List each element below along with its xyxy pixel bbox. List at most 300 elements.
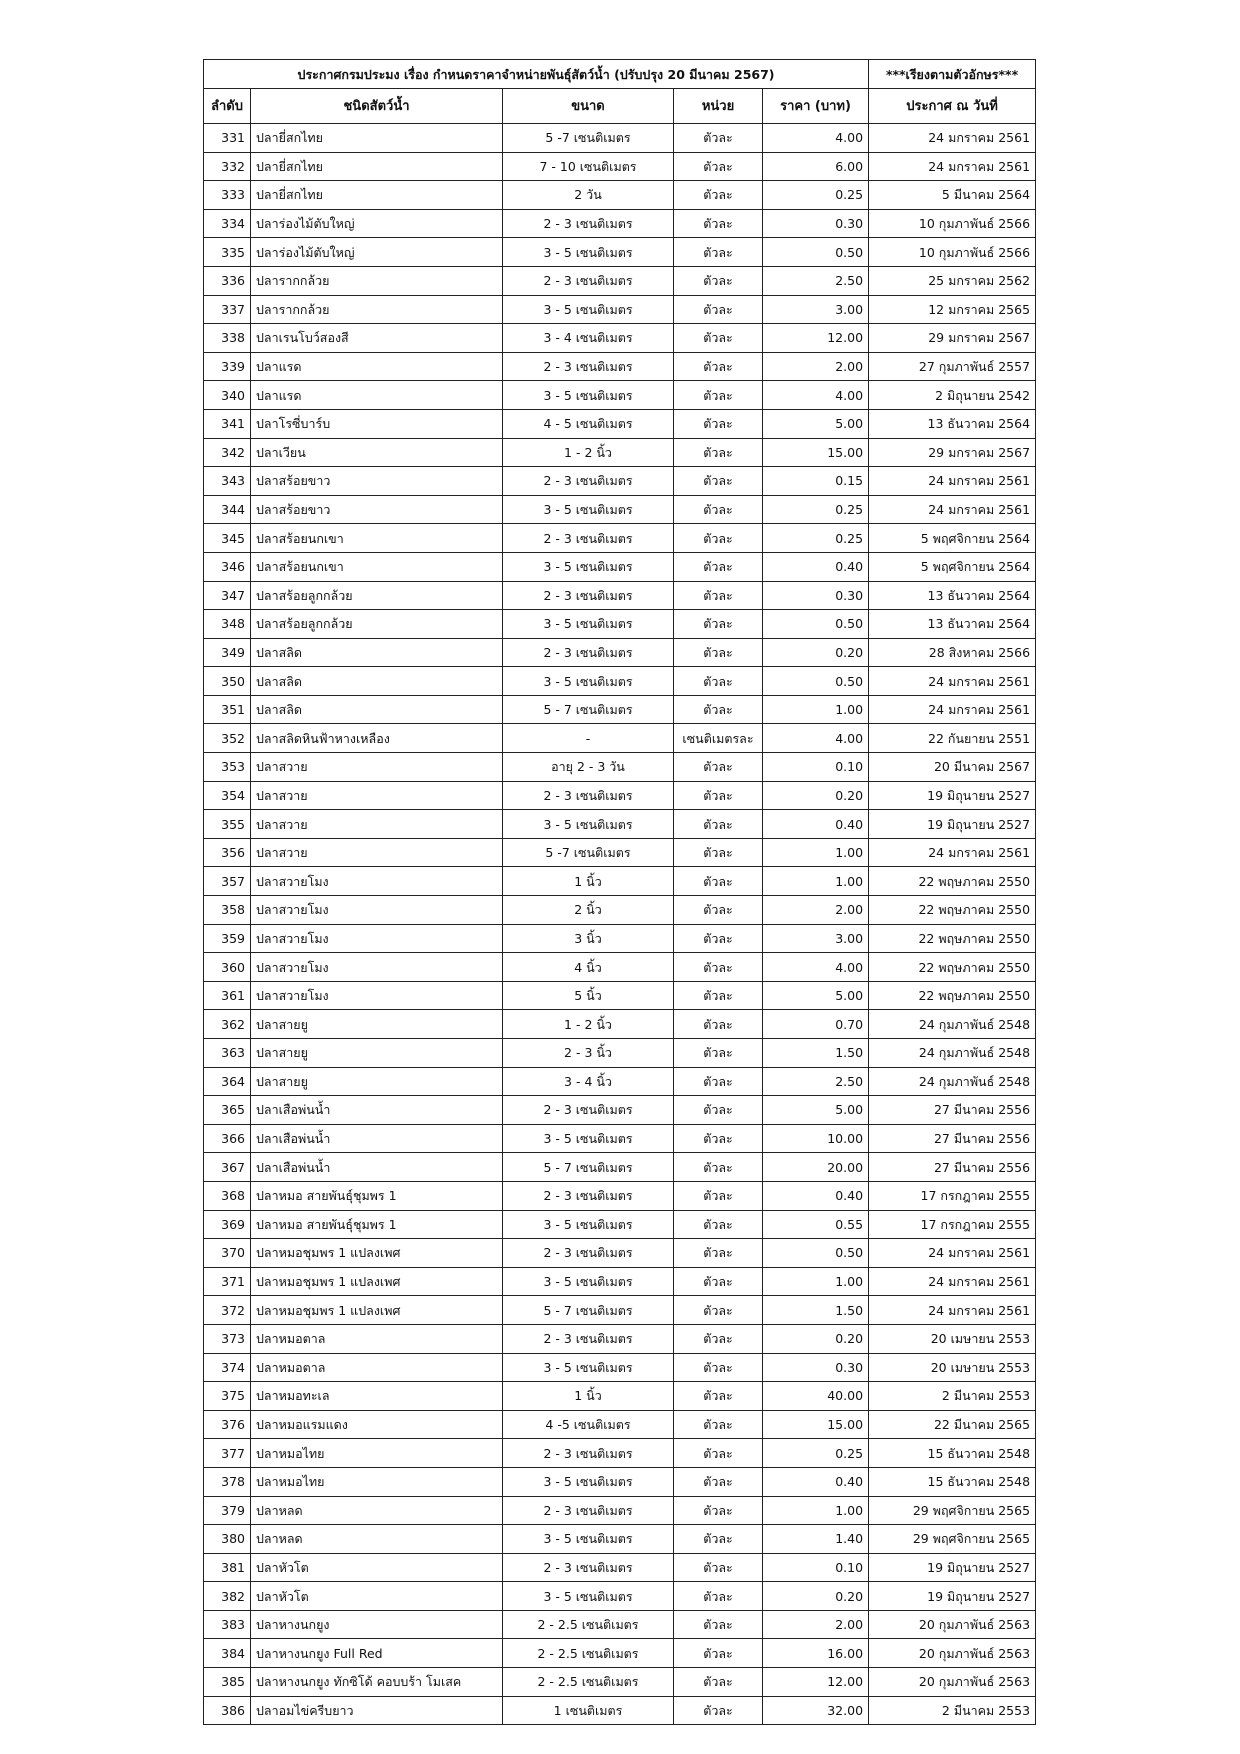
- size: 3 - 5 เซนติเมตร: [503, 1582, 674, 1611]
- table-row: [204, 1410, 1036, 1439]
- species-name: ปลาแรด: [251, 381, 503, 410]
- price: 2.50: [763, 266, 869, 295]
- row-number: 351: [204, 695, 251, 724]
- price: 12.00: [763, 324, 869, 353]
- species-name: ปลาสวาย: [251, 810, 503, 839]
- size: 3 - 5 เซนติเมตร: [503, 1267, 674, 1296]
- header-unit: หน่วย: [674, 89, 763, 124]
- table-row: [204, 1181, 1036, 1210]
- species-name: ปลาสวายโมง: [251, 896, 503, 925]
- species-name: ปลาหมอไทย: [251, 1439, 503, 1468]
- price: 0.40: [763, 1467, 869, 1496]
- unit: ตัวละ: [674, 695, 763, 724]
- size: 2 - 3 เซนติเมตร: [503, 467, 674, 496]
- row-number: 374: [204, 1353, 251, 1382]
- announce-date: 17 กรกฎาคม 2555: [869, 1210, 1036, 1239]
- size: 3 - 5 เซนติเมตร: [503, 1210, 674, 1239]
- row-number: 383: [204, 1610, 251, 1639]
- table-row: [204, 524, 1036, 553]
- size: 5 - 7 เซนติเมตร: [503, 1296, 674, 1325]
- announce-date: 27 มีนาคม 2556: [869, 1153, 1036, 1182]
- species-name: ปลาสร้อยนกเขา: [251, 524, 503, 553]
- header-price: ราคา (บาท): [763, 89, 869, 124]
- size: 2 - 3 เซนติเมตร: [503, 1439, 674, 1468]
- species-name: ปลาสลิดหินฟ้าหางเหลือง: [251, 724, 503, 753]
- row-number: 348: [204, 610, 251, 639]
- unit: ตัวละ: [674, 409, 763, 438]
- header-size: ขนาด: [503, 89, 674, 124]
- species-name: ปลาสร้อยลูกกล้วย: [251, 610, 503, 639]
- size: 3 - 5 เซนติเมตร: [503, 667, 674, 696]
- announce-date: 25 มกราคม 2562: [869, 266, 1036, 295]
- row-number: 345: [204, 524, 251, 553]
- species-name: ปลาโรซี่บาร์บ: [251, 409, 503, 438]
- species-name: ปลาเวียน: [251, 438, 503, 467]
- row-number: 356: [204, 838, 251, 867]
- table-row: [204, 638, 1036, 667]
- price: 16.00: [763, 1639, 869, 1668]
- species-name: ปลาหมอทะเล: [251, 1382, 503, 1411]
- unit: ตัวละ: [674, 1039, 763, 1068]
- table-row: [204, 1439, 1036, 1468]
- species-name: ปลายี่สกไทย: [251, 124, 503, 153]
- size: 2 - 3 เซนติเมตร: [503, 352, 674, 381]
- announce-date: 27 กุมภาพันธ์ 2557: [869, 352, 1036, 381]
- price: 0.25: [763, 524, 869, 553]
- size: 3 - 5 เซนติเมตร: [503, 495, 674, 524]
- species-name: ปลาร่องไม้ตับใหญ่: [251, 209, 503, 238]
- announce-date: 20 กุมภาพันธ์ 2563: [869, 1668, 1036, 1697]
- species-name: ปลาสวายโมง: [251, 981, 503, 1010]
- price: 4.00: [763, 724, 869, 753]
- table-row: [204, 324, 1036, 353]
- announce-date: 24 มกราคม 2561: [869, 1267, 1036, 1296]
- size: 3 - 5 เซนติเมตร: [503, 295, 674, 324]
- announce-date: 20 กุมภาพันธ์ 2563: [869, 1610, 1036, 1639]
- price: 0.50: [763, 238, 869, 267]
- size: 2 - 3 เซนติเมตร: [503, 209, 674, 238]
- species-name: ปลาสลิด: [251, 638, 503, 667]
- table-row: [204, 724, 1036, 753]
- species-name: ปลาสร้อยขาว: [251, 467, 503, 496]
- announce-date: 19 มิถุนายน 2527: [869, 1582, 1036, 1611]
- species-name: ปลาหางนกยูง: [251, 1610, 503, 1639]
- table-row: [204, 867, 1036, 896]
- unit: ตัวละ: [674, 1010, 763, 1039]
- species-name: ปลาสวายโมง: [251, 867, 503, 896]
- table-row: [204, 1525, 1036, 1554]
- price: 32.00: [763, 1696, 869, 1725]
- price: 15.00: [763, 1410, 869, 1439]
- unit: ตัวละ: [674, 1067, 763, 1096]
- size: 3 - 5 เซนติเมตร: [503, 1124, 674, 1153]
- price: 20.00: [763, 1153, 869, 1182]
- announce-date: 29 พฤศจิกายน 2565: [869, 1525, 1036, 1554]
- species-name: ปลาหมอตาล: [251, 1353, 503, 1382]
- size: 2 - 3 เซนติเมตร: [503, 1181, 674, 1210]
- unit: ตัวละ: [674, 209, 763, 238]
- table-row: [204, 667, 1036, 696]
- price: 5.00: [763, 1096, 869, 1125]
- size: 4 -5 เซนติเมตร: [503, 1410, 674, 1439]
- price: 2.50: [763, 1067, 869, 1096]
- unit: ตัวละ: [674, 753, 763, 782]
- species-name: ปลาหมอชุมพร 1 แปลงเพศ: [251, 1239, 503, 1268]
- unit: ตัวละ: [674, 1267, 763, 1296]
- table-row: [204, 381, 1036, 410]
- price: 3.00: [763, 295, 869, 324]
- size: 2 - 3 เซนติเมตร: [503, 1324, 674, 1353]
- price: 10.00: [763, 1124, 869, 1153]
- announce-date: 24 กุมภาพันธ์ 2548: [869, 1067, 1036, 1096]
- announce-date: 22 พฤษภาคม 2550: [869, 867, 1036, 896]
- row-number: 341: [204, 409, 251, 438]
- unit: ตัวละ: [674, 1324, 763, 1353]
- announce-date: 24 มกราคม 2561: [869, 467, 1036, 496]
- unit: ตัวละ: [674, 781, 763, 810]
- row-number: 378: [204, 1467, 251, 1496]
- row-number: 370: [204, 1239, 251, 1268]
- species-name: ปลาหมอชุมพร 1 แปลงเพศ: [251, 1267, 503, 1296]
- price: 0.20: [763, 781, 869, 810]
- header-row: [204, 89, 1036, 124]
- row-number: 333: [204, 181, 251, 210]
- table-row: [204, 1010, 1036, 1039]
- row-number: 335: [204, 238, 251, 267]
- unit: ตัวละ: [674, 1296, 763, 1325]
- row-number: 355: [204, 810, 251, 839]
- size: 3 นิ้ว: [503, 924, 674, 953]
- size: 2 - 3 เซนติเมตร: [503, 1553, 674, 1582]
- species-name: ปลาสายยู: [251, 1039, 503, 1068]
- price: 0.50: [763, 1239, 869, 1268]
- announce-date: 24 มกราคม 2561: [869, 495, 1036, 524]
- announce-date: 2 มีนาคม 2553: [869, 1382, 1036, 1411]
- table-row: [204, 1124, 1036, 1153]
- row-number: 350: [204, 667, 251, 696]
- price: 0.25: [763, 1439, 869, 1468]
- price: 0.50: [763, 667, 869, 696]
- header-date: ประกาศ ณ วันที่: [869, 89, 1036, 124]
- species-name: ปลาสวายโมง: [251, 924, 503, 953]
- table-row: [204, 266, 1036, 295]
- table-row: [204, 209, 1036, 238]
- row-number: 366: [204, 1124, 251, 1153]
- unit: ตัวละ: [674, 1696, 763, 1725]
- unit: ตัวละ: [674, 1124, 763, 1153]
- announce-date: 24 มกราคม 2561: [869, 1296, 1036, 1325]
- species-name: ปลาหัวโต: [251, 1553, 503, 1582]
- table-row: [204, 781, 1036, 810]
- announce-date: 2 มิถุนายน 2542: [869, 381, 1036, 410]
- price: 1.00: [763, 1267, 869, 1296]
- size: 2 - 2.5 เซนติเมตร: [503, 1668, 674, 1697]
- announce-date: 12 มกราคม 2565: [869, 295, 1036, 324]
- table-row: [204, 438, 1036, 467]
- species-name: ปลาสวาย: [251, 753, 503, 782]
- species-name: ปลาสลิด: [251, 695, 503, 724]
- price: 0.10: [763, 1553, 869, 1582]
- table-row: [204, 552, 1036, 581]
- size: 2 - 3 เซนติเมตร: [503, 1239, 674, 1268]
- unit: ตัวละ: [674, 838, 763, 867]
- size: 3 - 5 เซนติเมตร: [503, 552, 674, 581]
- price: 1.00: [763, 838, 869, 867]
- species-name: ปลาสายยู: [251, 1067, 503, 1096]
- size: 3 - 5 เซนติเมตร: [503, 1525, 674, 1554]
- row-number: 381: [204, 1553, 251, 1582]
- price: 1.50: [763, 1039, 869, 1068]
- species-name: ปลาหมอ สายพันธุ์ชุมพร 1: [251, 1210, 503, 1239]
- unit: ตัวละ: [674, 638, 763, 667]
- species-name: ปลาร่องไม้ตับใหญ่: [251, 238, 503, 267]
- unit: ตัวละ: [674, 238, 763, 267]
- price: 2.00: [763, 1610, 869, 1639]
- size: 3 - 5 เซนติเมตร: [503, 1353, 674, 1382]
- announce-date: 22 มีนาคม 2565: [869, 1410, 1036, 1439]
- unit: ตัวละ: [674, 1239, 763, 1268]
- size: 5 - 7 เซนติเมตร: [503, 695, 674, 724]
- title-row: [204, 60, 1036, 89]
- announce-date: 13 ธันวาคม 2564: [869, 610, 1036, 639]
- price: 3.00: [763, 924, 869, 953]
- size: -: [503, 724, 674, 753]
- row-number: 365: [204, 1096, 251, 1125]
- price: 0.55: [763, 1210, 869, 1239]
- size: 1 เซนติเมตร: [503, 1696, 674, 1725]
- row-number: 339: [204, 352, 251, 381]
- price: 5.00: [763, 981, 869, 1010]
- announce-date: 19 มิถุนายน 2527: [869, 810, 1036, 839]
- row-number: 379: [204, 1496, 251, 1525]
- size: 4 นิ้ว: [503, 953, 674, 982]
- unit: ตัวละ: [674, 467, 763, 496]
- species-name: ปลาเรนโบว์สองสี: [251, 324, 503, 353]
- size: 5 -7 เซนติเมตร: [503, 838, 674, 867]
- row-number: 364: [204, 1067, 251, 1096]
- unit: ตัวละ: [674, 953, 763, 982]
- unit: ตัวละ: [674, 438, 763, 467]
- announce-date: 19 มิถุนายน 2527: [869, 1553, 1036, 1582]
- table-row: [204, 1153, 1036, 1182]
- unit: ตัวละ: [674, 1181, 763, 1210]
- unit: ตัวละ: [674, 552, 763, 581]
- unit: ตัวละ: [674, 1582, 763, 1611]
- table-row: [204, 124, 1036, 153]
- price: 1.40: [763, 1525, 869, 1554]
- size: 3 - 5 เซนติเมตร: [503, 810, 674, 839]
- price: 0.30: [763, 581, 869, 610]
- table-row: [204, 581, 1036, 610]
- price: 15.00: [763, 438, 869, 467]
- table-row: [204, 1096, 1036, 1125]
- size: 2 - 3 เซนติเมตร: [503, 1096, 674, 1125]
- announce-date: 24 มกราคม 2561: [869, 124, 1036, 153]
- species-name: ปลาสายยู: [251, 1010, 503, 1039]
- size: 3 - 4 นิ้ว: [503, 1067, 674, 1096]
- announce-date: 24 มกราคม 2561: [869, 695, 1036, 724]
- announce-date: 5 มีนาคม 2564: [869, 181, 1036, 210]
- table-row: [204, 467, 1036, 496]
- species-name: ปลารากกล้วย: [251, 295, 503, 324]
- species-name: ปลาหางนกยูง ทักซิโด้ คอบบร้า โมเสค: [251, 1668, 503, 1697]
- announce-date: 10 กุมภาพันธ์ 2566: [869, 238, 1036, 267]
- species-name: ปลาสร้อยลูกกล้วย: [251, 581, 503, 610]
- unit: ตัวละ: [674, 1439, 763, 1468]
- size: 2 - 2.5 เซนติเมตร: [503, 1610, 674, 1639]
- row-number: 352: [204, 724, 251, 753]
- header-no: ลำดับ: [204, 89, 251, 124]
- table-row: [204, 1553, 1036, 1582]
- announce-date: 24 กุมภาพันธ์ 2548: [869, 1039, 1036, 1068]
- announce-date: 5 พฤศจิกายน 2564: [869, 524, 1036, 553]
- price: 0.30: [763, 1353, 869, 1382]
- unit: ตัวละ: [674, 610, 763, 639]
- row-number: 382: [204, 1582, 251, 1611]
- announce-date: 24 มกราคม 2561: [869, 152, 1036, 181]
- size: 3 - 5 เซนติเมตร: [503, 238, 674, 267]
- announce-date: 20 มีนาคม 2567: [869, 753, 1036, 782]
- unit: ตัวละ: [674, 1153, 763, 1182]
- announce-date: 22 พฤษภาคม 2550: [869, 953, 1036, 982]
- table-row: [204, 1496, 1036, 1525]
- table-row: [204, 810, 1036, 839]
- size: 2 - 3 เซนติเมตร: [503, 524, 674, 553]
- announce-date: 19 มิถุนายน 2527: [869, 781, 1036, 810]
- species-name: ปลาแรด: [251, 352, 503, 381]
- announce-date: 24 มกราคม 2561: [869, 667, 1036, 696]
- table-row: [204, 896, 1036, 925]
- size: 3 - 5 เซนติเมตร: [503, 610, 674, 639]
- price: 0.40: [763, 810, 869, 839]
- row-number: 368: [204, 1181, 251, 1210]
- price: 0.20: [763, 1324, 869, 1353]
- row-number: 336: [204, 266, 251, 295]
- species-name: ปลาสวาย: [251, 838, 503, 867]
- row-number: 380: [204, 1525, 251, 1554]
- unit: ตัวละ: [674, 1496, 763, 1525]
- announce-date: 22 กันยายน 2551: [869, 724, 1036, 753]
- species-name: ปลาหมอชุมพร 1 แปลงเพศ: [251, 1296, 503, 1325]
- table-row: [204, 838, 1036, 867]
- size: 3 - 4 เซนติเมตร: [503, 324, 674, 353]
- size: 2 - 2.5 เซนติเมตร: [503, 1639, 674, 1668]
- price: 0.40: [763, 552, 869, 581]
- price: 0.20: [763, 638, 869, 667]
- unit: เซนติเมตรละ: [674, 724, 763, 753]
- species-name: ปลาหมอแรมแดง: [251, 1410, 503, 1439]
- unit: ตัวละ: [674, 124, 763, 153]
- species-name: ปลายี่สกไทย: [251, 152, 503, 181]
- price: 0.20: [763, 1582, 869, 1611]
- row-number: 331: [204, 124, 251, 153]
- row-number: 342: [204, 438, 251, 467]
- table-row: [204, 1467, 1036, 1496]
- size: 7 - 10 เซนติเมตร: [503, 152, 674, 181]
- announce-date: 22 พฤษภาคม 2550: [869, 896, 1036, 925]
- row-number: 344: [204, 495, 251, 524]
- unit: ตัวละ: [674, 1467, 763, 1496]
- row-number: 338: [204, 324, 251, 353]
- announce-date: 15 ธันวาคม 2548: [869, 1439, 1036, 1468]
- size: 2 - 3 เซนติเมตร: [503, 1496, 674, 1525]
- unit: ตัวละ: [674, 352, 763, 381]
- unit: ตัวละ: [674, 324, 763, 353]
- row-number: 386: [204, 1696, 251, 1725]
- row-number: 332: [204, 152, 251, 181]
- unit: ตัวละ: [674, 1525, 763, 1554]
- announce-date: 2 มีนาคม 2553: [869, 1696, 1036, 1725]
- price: 0.40: [763, 1181, 869, 1210]
- announce-date: 24 กุมภาพันธ์ 2548: [869, 1010, 1036, 1039]
- row-number: 349: [204, 638, 251, 667]
- row-number: 385: [204, 1668, 251, 1697]
- row-number: 334: [204, 209, 251, 238]
- table-row: [204, 753, 1036, 782]
- row-number: 360: [204, 953, 251, 982]
- row-number: 367: [204, 1153, 251, 1182]
- table-row: [204, 295, 1036, 324]
- species-name: ปลาหมอตาล: [251, 1324, 503, 1353]
- table-row: [204, 1067, 1036, 1096]
- header-species: ชนิดสัตว์น้ำ: [251, 89, 503, 124]
- size: 5 -7 เซนติเมตร: [503, 124, 674, 153]
- table-row: [204, 1324, 1036, 1353]
- unit: ตัวละ: [674, 981, 763, 1010]
- unit: ตัวละ: [674, 495, 763, 524]
- price: 2.00: [763, 896, 869, 925]
- species-name: ปลาหลด: [251, 1525, 503, 1554]
- announce-date: 22 พฤษภาคม 2550: [869, 924, 1036, 953]
- price: 1.00: [763, 695, 869, 724]
- table-row: [204, 1668, 1036, 1697]
- species-name: ปลาสวายโมง: [251, 953, 503, 982]
- announce-date: 20 กุมภาพันธ์ 2563: [869, 1639, 1036, 1668]
- unit: ตัวละ: [674, 295, 763, 324]
- size: 2 นิ้ว: [503, 896, 674, 925]
- price-table: [203, 59, 1036, 1725]
- unit: ตัวละ: [674, 810, 763, 839]
- size: 5 - 7 เซนติเมตร: [503, 1153, 674, 1182]
- announce-date: 10 กุมภาพันธ์ 2566: [869, 209, 1036, 238]
- size: 5 นิ้ว: [503, 981, 674, 1010]
- unit: ตัวละ: [674, 1668, 763, 1697]
- row-number: 337: [204, 295, 251, 324]
- announce-date: 13 ธันวาคม 2564: [869, 581, 1036, 610]
- announce-date: 20 เมษายน 2553: [869, 1353, 1036, 1382]
- row-number: 371: [204, 1267, 251, 1296]
- announce-date: 28 สิงหาคม 2566: [869, 638, 1036, 667]
- species-name: ปลาเสือพ่นน้ำ: [251, 1124, 503, 1153]
- unit: ตัวละ: [674, 1553, 763, 1582]
- unit: ตัวละ: [674, 181, 763, 210]
- price: 0.10: [763, 753, 869, 782]
- row-number: 361: [204, 981, 251, 1010]
- unit: ตัวละ: [674, 524, 763, 553]
- price: 0.25: [763, 181, 869, 210]
- unit: ตัวละ: [674, 896, 763, 925]
- species-name: ปลาเสือพ่นน้ำ: [251, 1153, 503, 1182]
- table-body: [204, 124, 1036, 1725]
- row-number: 372: [204, 1296, 251, 1325]
- price: 40.00: [763, 1382, 869, 1411]
- table-row: [204, 953, 1036, 982]
- price: 0.50: [763, 610, 869, 639]
- price: 0.15: [763, 467, 869, 496]
- size: 2 - 3 เซนติเมตร: [503, 266, 674, 295]
- price: 1.00: [763, 867, 869, 896]
- unit: ตัวละ: [674, 581, 763, 610]
